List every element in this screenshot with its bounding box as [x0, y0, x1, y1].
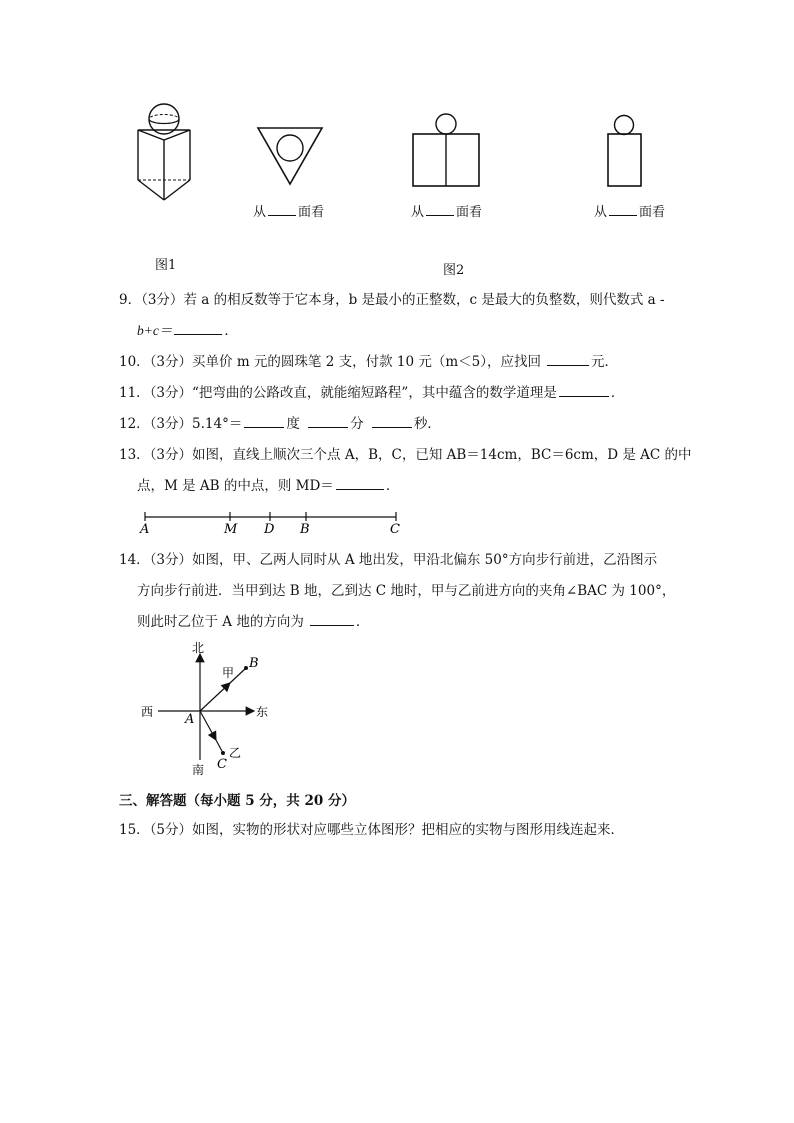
segment-figure	[138, 508, 408, 538]
answer-blank	[310, 612, 354, 626]
unit-degree: 度	[286, 416, 300, 432]
figure2-view-triangle	[256, 126, 326, 188]
question-11: 11．（3分）“把弯曲的公路改直，就能缩短路程”，其中蕴含的数学道理是 ．	[119, 385, 625, 401]
yi-label: 乙	[229, 746, 242, 760]
question-text: “把弯曲的公路改直，就能缩短路程”，其中蕴含的数学道理是	[192, 385, 557, 401]
question-14-line3: 则此时乙位于 A 地的方向为 ．	[137, 614, 370, 630]
question-13-line1	[119, 445, 692, 465]
point-label-m: M	[224, 522, 238, 537]
view-suffix: 面看	[298, 205, 325, 220]
answer-blank	[308, 414, 348, 428]
question-number: 11．	[119, 385, 150, 401]
question-score: （3分）	[149, 354, 193, 370]
point-label-b: B	[300, 522, 310, 537]
question-text: 点，M 是 AB 的中点，则 MD＝	[137, 478, 334, 494]
compass-east-label: 东	[256, 705, 269, 719]
answer-blank	[268, 202, 296, 216]
question-number: 13．	[119, 447, 150, 463]
answer-blank	[336, 476, 384, 490]
answer-blank	[372, 414, 412, 428]
question-text: 如图，实物的形状对应哪些立体图形？把相应的实物与图形用线连起来．	[192, 822, 625, 838]
view-suffix: 面看	[456, 205, 483, 220]
compass-origin-label: A	[185, 712, 195, 727]
question-score: （5分）	[149, 822, 193, 838]
answer-blank	[426, 202, 454, 216]
question-tail: 元．	[591, 354, 618, 370]
question-number: 12．	[119, 416, 150, 432]
view-prefix: 从	[411, 205, 425, 220]
figure1-caption: 图1	[155, 258, 177, 273]
point-b-label: B	[249, 656, 259, 671]
question-score: （3分）	[149, 552, 193, 568]
question-text: 买单价 m 元的圆珠笔 2 支，付款 10 元（m＜5），应找回	[192, 354, 541, 370]
jia-label: 甲	[222, 666, 235, 680]
view-label-1	[253, 201, 324, 220]
question-number: 9．	[119, 292, 142, 308]
answer-blank	[609, 202, 637, 216]
question-13-line2: 点，M 是 AB 的中点，则 MD＝ ．	[137, 478, 400, 494]
compass-figure	[138, 640, 278, 780]
figure1-prism-sphere	[130, 100, 200, 210]
question-text: 如图，甲、乙两人同时从 A 地出发，甲沿北偏东 50°方向步行前进，乙沿图示	[192, 552, 658, 568]
question-text: 则此时乙位于 A 地的方向为	[137, 614, 304, 630]
view-label-3	[594, 201, 665, 220]
question-number: 14．	[119, 552, 150, 568]
compass-north-label: 北	[192, 641, 205, 655]
view-prefix: 从	[594, 205, 608, 220]
answer-blank	[547, 352, 589, 366]
question-15	[119, 820, 624, 840]
question-9-line2: b+c＝ ．	[137, 323, 238, 339]
question-12	[119, 414, 441, 434]
question-text: 方向步行前进．当甲到达 B 地，乙到达 C 地时，甲与乙前进方向的夹角∠BAC 为 100°，	[137, 583, 676, 599]
question-text: b+c＝	[137, 323, 173, 338]
figure2-caption: 图2	[443, 263, 465, 278]
unit-second: 秒．	[413, 416, 441, 432]
view-suffix: 面看	[639, 205, 666, 220]
point-label-c: C	[390, 522, 400, 537]
compass-west-label: 西	[141, 705, 154, 719]
question-text: 如图，直线上顺次三个点 A，B，C，已知 AB＝14cm，BC＝6cm，D 是 AC 的中	[192, 447, 692, 463]
question-14-line2	[137, 581, 675, 601]
figure2-view-rect	[607, 114, 643, 188]
point-label-a: A	[140, 522, 150, 537]
answer-blank	[244, 414, 284, 428]
question-text: 5.14°＝	[192, 416, 243, 432]
question-score: （3分）	[149, 385, 193, 401]
figure2-view-rect-split	[412, 112, 482, 188]
unit-minute: 分	[350, 416, 364, 432]
question-14-line1	[119, 550, 657, 570]
answer-blank	[174, 321, 222, 335]
view-label-2	[411, 201, 482, 220]
point-label-d: D	[264, 522, 275, 537]
question-number: 15．	[119, 822, 150, 838]
answer-blank	[559, 383, 609, 397]
question-9-line1	[119, 290, 665, 310]
view-prefix: 从	[253, 205, 267, 220]
question-score: （3分）	[141, 292, 184, 308]
question-10	[119, 352, 618, 372]
point-c-label: C	[217, 757, 227, 772]
question-score: （3分）	[149, 416, 193, 432]
question-text: 若 a 的相反数等于它本身，b 是最小的正整数，c 是最大的负整数，则代数式 a -	[183, 292, 665, 308]
compass-south-label: 南	[192, 763, 205, 777]
section-3-title: 三、解答题（每小题 5 分，共 20 分）	[119, 793, 355, 809]
question-number: 10．	[119, 354, 150, 370]
question-score: （3分）	[149, 447, 193, 463]
